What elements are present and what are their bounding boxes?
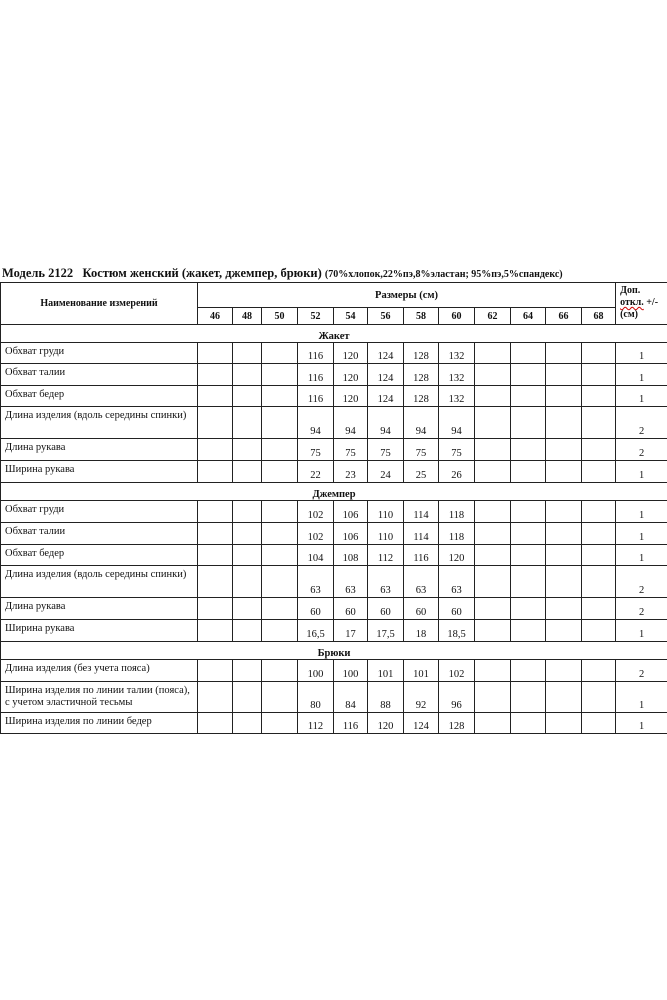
deviation-cell: 2 xyxy=(616,566,667,598)
header-dev-line3: (см) xyxy=(620,309,638,320)
deviation-cell: 1 xyxy=(616,461,667,483)
size-value-cell: 128 xyxy=(404,364,439,386)
table-row xyxy=(1,620,667,642)
size-value-cell: 80 xyxy=(298,682,334,713)
size-value-cell: 60 xyxy=(298,598,334,620)
size-value-cell xyxy=(233,386,262,407)
size-value-cell xyxy=(582,461,616,483)
header-dev-line2b: +/- xyxy=(643,297,659,308)
size-value-cell xyxy=(198,386,233,407)
table-row xyxy=(1,660,667,682)
table-row xyxy=(1,682,667,713)
size-value-cell: 116 xyxy=(298,364,334,386)
deviation-cell: 1 xyxy=(616,682,667,713)
size-value-cell xyxy=(511,545,546,566)
deviation-cell: 2 xyxy=(616,407,667,439)
size-value-cell: 100 xyxy=(298,660,334,682)
size-value-cell xyxy=(582,364,616,386)
size-value-cell: 128 xyxy=(404,343,439,364)
size-value-cell xyxy=(511,523,546,545)
size-value-cell xyxy=(582,439,616,461)
size-value-cell xyxy=(262,407,298,439)
size-value-cell xyxy=(546,386,582,407)
deviation-cell: 1 xyxy=(616,545,667,566)
size-value-cell: 124 xyxy=(404,713,439,734)
size-value-cell xyxy=(582,343,616,364)
size-value-cell: 94 xyxy=(439,407,475,439)
size-header-cell: 68 xyxy=(582,308,616,325)
size-header-cell: 50 xyxy=(262,308,298,325)
size-value-cell xyxy=(198,660,233,682)
size-value-cell: 120 xyxy=(334,343,368,364)
model-number: Модель 2122 xyxy=(2,266,74,280)
size-value-cell xyxy=(475,620,511,642)
size-value-cell xyxy=(475,343,511,364)
size-value-cell: 63 xyxy=(334,566,368,598)
size-value-cell xyxy=(233,461,262,483)
size-value-cell xyxy=(262,598,298,620)
size-value-cell: 102 xyxy=(439,660,475,682)
size-value-cell xyxy=(262,364,298,386)
section-header-row xyxy=(1,483,667,501)
measurement-name: Обхват талии xyxy=(1,364,198,386)
header-sizes-label: Размеры (см) xyxy=(198,283,616,308)
size-value-cell: 24 xyxy=(368,461,404,483)
size-value-cell: 110 xyxy=(368,523,404,545)
size-header-cell: 56 xyxy=(368,308,404,325)
size-value-cell: 63 xyxy=(368,566,404,598)
size-value-cell: 114 xyxy=(404,523,439,545)
size-value-cell: 104 xyxy=(298,545,334,566)
size-header-cell: 54 xyxy=(334,308,368,325)
size-value-cell: 92 xyxy=(404,682,439,713)
size-value-cell xyxy=(511,682,546,713)
header-measurement-name: Наименование измерений xyxy=(1,283,198,325)
size-value-cell xyxy=(262,386,298,407)
document-title xyxy=(2,266,666,281)
size-chart-table xyxy=(0,282,667,734)
size-value-cell: 120 xyxy=(334,364,368,386)
measurement-name: Обхват бедер xyxy=(1,545,198,566)
size-value-cell: 116 xyxy=(334,713,368,734)
size-value-cell: 114 xyxy=(404,501,439,523)
table-row xyxy=(1,598,667,620)
measurement-name: Ширина рукава xyxy=(1,461,198,483)
size-value-cell xyxy=(233,523,262,545)
size-value-cell xyxy=(475,386,511,407)
size-header-cell: 58 xyxy=(404,308,439,325)
size-value-cell xyxy=(511,461,546,483)
size-value-cell: 26 xyxy=(439,461,475,483)
deviation-cell: 1 xyxy=(616,713,667,734)
size-value-cell xyxy=(475,523,511,545)
product-name: Костюм женский (жакет, джемпер, брюки) xyxy=(82,266,322,280)
size-value-cell xyxy=(262,439,298,461)
size-value-cell xyxy=(198,407,233,439)
size-value-cell: 108 xyxy=(334,545,368,566)
size-value-cell: 100 xyxy=(334,660,368,682)
header-dev-line2a: откл. xyxy=(620,297,644,308)
size-value-cell xyxy=(198,461,233,483)
size-value-cell: 94 xyxy=(334,407,368,439)
measurement-name: Обхват бедер xyxy=(1,386,198,407)
measurement-name: Ширина рукава xyxy=(1,620,198,642)
size-value-cell xyxy=(198,439,233,461)
size-value-cell xyxy=(198,343,233,364)
size-value-cell xyxy=(233,660,262,682)
size-value-cell: 23 xyxy=(334,461,368,483)
size-value-cell xyxy=(262,620,298,642)
size-value-cell xyxy=(475,501,511,523)
size-value-cell xyxy=(262,660,298,682)
size-value-cell: 112 xyxy=(298,713,334,734)
size-value-cell xyxy=(233,545,262,566)
size-value-cell: 132 xyxy=(439,364,475,386)
deviation-cell: 2 xyxy=(616,598,667,620)
size-value-cell xyxy=(582,682,616,713)
size-value-cell xyxy=(511,343,546,364)
size-value-cell xyxy=(511,501,546,523)
table-row xyxy=(1,461,667,483)
size-value-cell: 94 xyxy=(368,407,404,439)
size-value-cell: 101 xyxy=(404,660,439,682)
size-value-cell: 132 xyxy=(439,386,475,407)
size-value-cell: 110 xyxy=(368,501,404,523)
size-value-cell xyxy=(233,620,262,642)
size-value-cell: 120 xyxy=(368,713,404,734)
size-value-cell xyxy=(198,566,233,598)
size-value-cell: 60 xyxy=(334,598,368,620)
size-value-cell: 128 xyxy=(439,713,475,734)
size-value-cell xyxy=(546,343,582,364)
size-value-cell: 120 xyxy=(439,545,475,566)
size-value-cell xyxy=(475,439,511,461)
size-value-cell xyxy=(475,461,511,483)
size-header-cell: 52 xyxy=(298,308,334,325)
size-value-cell: 75 xyxy=(298,439,334,461)
size-value-cell xyxy=(546,407,582,439)
fabric-composition: (70%хлопок,22%пэ,8%эластан; 95%пэ,5%спандекс) xyxy=(324,269,563,280)
size-value-cell xyxy=(546,523,582,545)
size-value-cell xyxy=(198,501,233,523)
size-value-cell xyxy=(511,364,546,386)
size-value-cell xyxy=(475,545,511,566)
size-header-cell: 64 xyxy=(511,308,546,325)
deviation-cell: 2 xyxy=(616,660,667,682)
section-title: Жакет xyxy=(1,325,667,343)
size-value-cell xyxy=(582,660,616,682)
size-value-cell xyxy=(233,566,262,598)
measurement-name: Длина изделия (без учета пояса) xyxy=(1,660,198,682)
section-title: Джемпер xyxy=(1,483,667,501)
size-value-cell xyxy=(546,364,582,386)
size-value-cell xyxy=(582,545,616,566)
size-value-cell: 132 xyxy=(439,343,475,364)
table-row xyxy=(1,343,667,364)
measurement-name: Длина рукава xyxy=(1,598,198,620)
size-value-cell xyxy=(546,461,582,483)
table-row xyxy=(1,364,667,386)
size-value-cell xyxy=(233,598,262,620)
size-value-cell: 124 xyxy=(368,343,404,364)
size-value-cell xyxy=(582,566,616,598)
size-value-cell xyxy=(546,545,582,566)
measurement-name: Длина рукава xyxy=(1,439,198,461)
size-value-cell xyxy=(582,713,616,734)
size-value-cell xyxy=(582,407,616,439)
size-value-cell xyxy=(475,598,511,620)
size-value-cell xyxy=(511,566,546,598)
size-value-cell xyxy=(198,364,233,386)
size-value-cell xyxy=(233,364,262,386)
size-value-cell: 63 xyxy=(404,566,439,598)
size-value-cell: 106 xyxy=(334,501,368,523)
size-value-cell xyxy=(262,343,298,364)
size-value-cell: 102 xyxy=(298,501,334,523)
size-value-cell xyxy=(198,682,233,713)
size-value-cell xyxy=(582,620,616,642)
section-header-row xyxy=(1,325,667,343)
size-value-cell: 116 xyxy=(404,545,439,566)
section-header-row xyxy=(1,642,667,660)
table-row xyxy=(1,501,667,523)
measurement-name: Ширина изделия по линии бедер xyxy=(1,713,198,734)
deviation-cell: 1 xyxy=(616,343,667,364)
measurement-name: Обхват груди xyxy=(1,343,198,364)
size-value-cell xyxy=(546,566,582,598)
size-value-cell xyxy=(198,598,233,620)
size-value-cell xyxy=(198,523,233,545)
size-value-cell xyxy=(233,682,262,713)
deviation-cell: 1 xyxy=(616,620,667,642)
size-value-cell xyxy=(546,501,582,523)
size-value-cell: 75 xyxy=(439,439,475,461)
size-value-cell xyxy=(582,598,616,620)
size-value-cell: 60 xyxy=(368,598,404,620)
header-deviation xyxy=(616,283,667,325)
size-value-cell xyxy=(582,501,616,523)
measurement-name: Обхват талии xyxy=(1,523,198,545)
size-value-cell xyxy=(233,501,262,523)
size-value-cell: 116 xyxy=(298,343,334,364)
size-value-cell xyxy=(511,660,546,682)
size-value-cell: 88 xyxy=(368,682,404,713)
size-header-cell: 60 xyxy=(439,308,475,325)
deviation-cell: 1 xyxy=(616,501,667,523)
size-value-cell: 102 xyxy=(298,523,334,545)
measurement-name: Обхват груди xyxy=(1,501,198,523)
size-value-cell xyxy=(233,713,262,734)
size-value-cell: 63 xyxy=(298,566,334,598)
size-value-cell: 17 xyxy=(334,620,368,642)
size-value-cell xyxy=(198,713,233,734)
size-value-cell xyxy=(475,364,511,386)
measurement-name: Длина изделия (вдоль середины спинки) xyxy=(1,566,198,598)
size-value-cell xyxy=(475,407,511,439)
size-value-cell: 84 xyxy=(334,682,368,713)
size-value-cell: 22 xyxy=(298,461,334,483)
size-value-cell xyxy=(582,386,616,407)
size-value-cell xyxy=(233,439,262,461)
size-value-cell: 124 xyxy=(368,386,404,407)
size-value-cell: 16,5 xyxy=(298,620,334,642)
size-value-cell xyxy=(233,343,262,364)
table-row xyxy=(1,566,667,598)
size-value-cell xyxy=(262,713,298,734)
deviation-cell: 1 xyxy=(616,386,667,407)
table-row xyxy=(1,386,667,407)
size-value-cell xyxy=(262,545,298,566)
size-value-cell xyxy=(511,713,546,734)
size-value-cell: 63 xyxy=(439,566,475,598)
size-value-cell xyxy=(546,682,582,713)
size-value-cell xyxy=(546,620,582,642)
size-value-cell xyxy=(546,598,582,620)
size-value-cell: 25 xyxy=(404,461,439,483)
size-value-cell: 128 xyxy=(404,386,439,407)
size-value-cell xyxy=(262,523,298,545)
measurement-name: Ширина изделия по линии талии (пояса), с учетом эластичной тесьмы xyxy=(1,682,198,713)
size-value-cell: 17,5 xyxy=(368,620,404,642)
size-value-cell: 118 xyxy=(439,501,475,523)
size-value-cell: 116 xyxy=(298,386,334,407)
deviation-cell: 1 xyxy=(616,523,667,545)
size-value-cell xyxy=(198,620,233,642)
size-value-cell xyxy=(262,461,298,483)
size-value-cell: 75 xyxy=(404,439,439,461)
size-value-cell xyxy=(198,545,233,566)
table-row xyxy=(1,713,667,734)
size-value-cell: 94 xyxy=(298,407,334,439)
size-header-cell: 66 xyxy=(546,308,582,325)
header-row xyxy=(1,283,667,308)
table-row xyxy=(1,407,667,439)
size-value-cell: 75 xyxy=(368,439,404,461)
size-header-cell: 48 xyxy=(233,308,262,325)
measurement-name: Длина изделия (вдоль середины спинки) xyxy=(1,407,198,439)
size-value-cell xyxy=(475,713,511,734)
size-value-cell xyxy=(546,713,582,734)
size-value-cell: 120 xyxy=(334,386,368,407)
size-value-cell xyxy=(546,660,582,682)
table-row xyxy=(1,545,667,566)
size-value-cell: 106 xyxy=(334,523,368,545)
size-value-cell: 94 xyxy=(404,407,439,439)
size-header-cell: 62 xyxy=(475,308,511,325)
size-value-cell: 75 xyxy=(334,439,368,461)
section-title: Брюки xyxy=(1,642,667,660)
size-value-cell xyxy=(511,386,546,407)
size-header-cell: 46 xyxy=(198,308,233,325)
size-value-cell xyxy=(546,439,582,461)
size-value-cell xyxy=(233,407,262,439)
size-value-cell: 124 xyxy=(368,364,404,386)
size-value-cell: 101 xyxy=(368,660,404,682)
size-value-cell xyxy=(582,523,616,545)
size-value-cell: 18 xyxy=(404,620,439,642)
size-value-cell xyxy=(262,566,298,598)
deviation-cell: 1 xyxy=(616,364,667,386)
size-value-cell: 18,5 xyxy=(439,620,475,642)
size-value-cell: 60 xyxy=(404,598,439,620)
table-row xyxy=(1,439,667,461)
size-value-cell: 118 xyxy=(439,523,475,545)
size-value-cell xyxy=(511,407,546,439)
header-dev-line1: Доп. xyxy=(620,285,641,296)
size-value-cell xyxy=(475,660,511,682)
size-value-cell xyxy=(262,501,298,523)
size-value-cell xyxy=(511,620,546,642)
deviation-cell: 2 xyxy=(616,439,667,461)
size-value-cell xyxy=(262,682,298,713)
size-value-cell: 112 xyxy=(368,545,404,566)
size-value-cell xyxy=(511,598,546,620)
table-row xyxy=(1,523,667,545)
size-value-cell: 60 xyxy=(439,598,475,620)
size-value-cell xyxy=(511,439,546,461)
size-value-cell xyxy=(475,682,511,713)
size-value-cell: 96 xyxy=(439,682,475,713)
size-value-cell xyxy=(475,566,511,598)
